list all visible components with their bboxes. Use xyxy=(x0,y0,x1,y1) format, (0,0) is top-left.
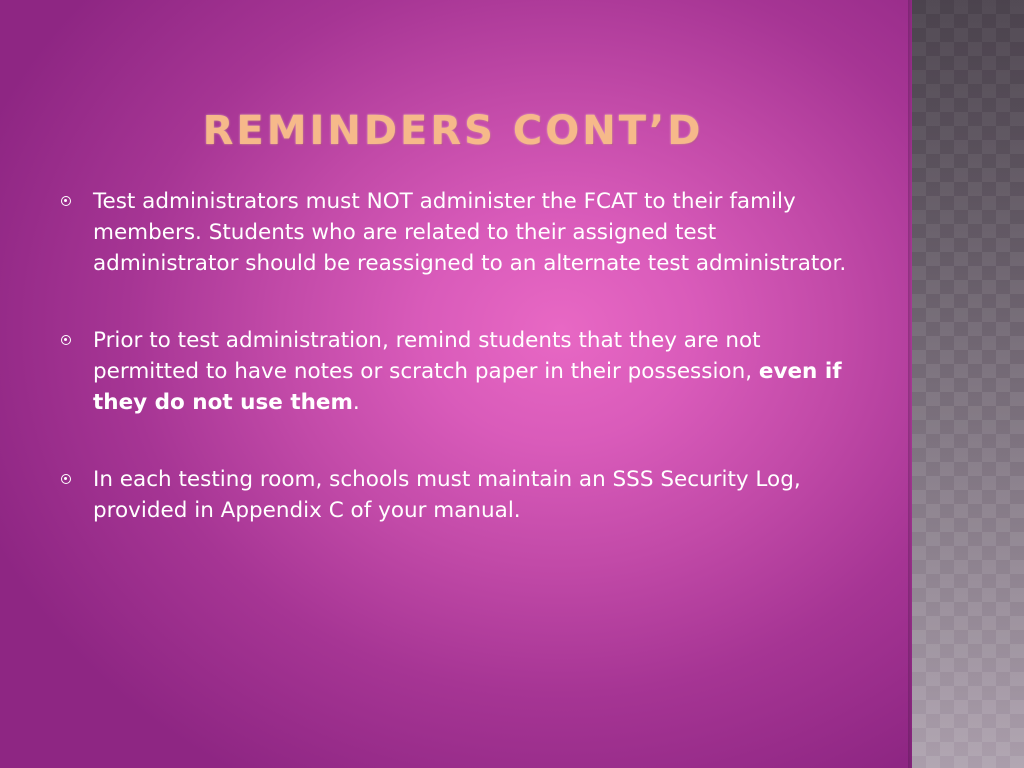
bullet-text: In each testing room, schools must maintain an SSS Security Log, provided in Appendix C of your manual. xyxy=(93,467,801,523)
bullet-item-security-log xyxy=(56,464,856,526)
circled-dot-bullet-icon xyxy=(61,335,71,345)
slide-title xyxy=(0,108,912,154)
bullet-text-tail: . xyxy=(352,390,360,415)
circled-dot-bullet-icon xyxy=(61,474,71,484)
bullet-text: Prior to test administration, remind students that they are not permitted to have notes or scratch paper in their possession, xyxy=(93,328,761,384)
slide-title-text: REMINDERS CONT’D xyxy=(202,108,704,154)
bullet-list xyxy=(56,186,856,572)
bullet-item-notes-scratch-paper xyxy=(56,325,856,418)
decorative-side-strip xyxy=(912,0,1024,768)
bullet-bold-emphasis: even if they do not use them xyxy=(93,359,842,415)
bullet-item-family-members xyxy=(56,186,856,279)
circled-dot-bullet-icon xyxy=(61,196,71,206)
bullet-text: Test administrators must NOT administer the FCAT to their family members. Students who are related to their assigned test administrator should be reassigned to an alternate test administrator. xyxy=(93,189,847,276)
